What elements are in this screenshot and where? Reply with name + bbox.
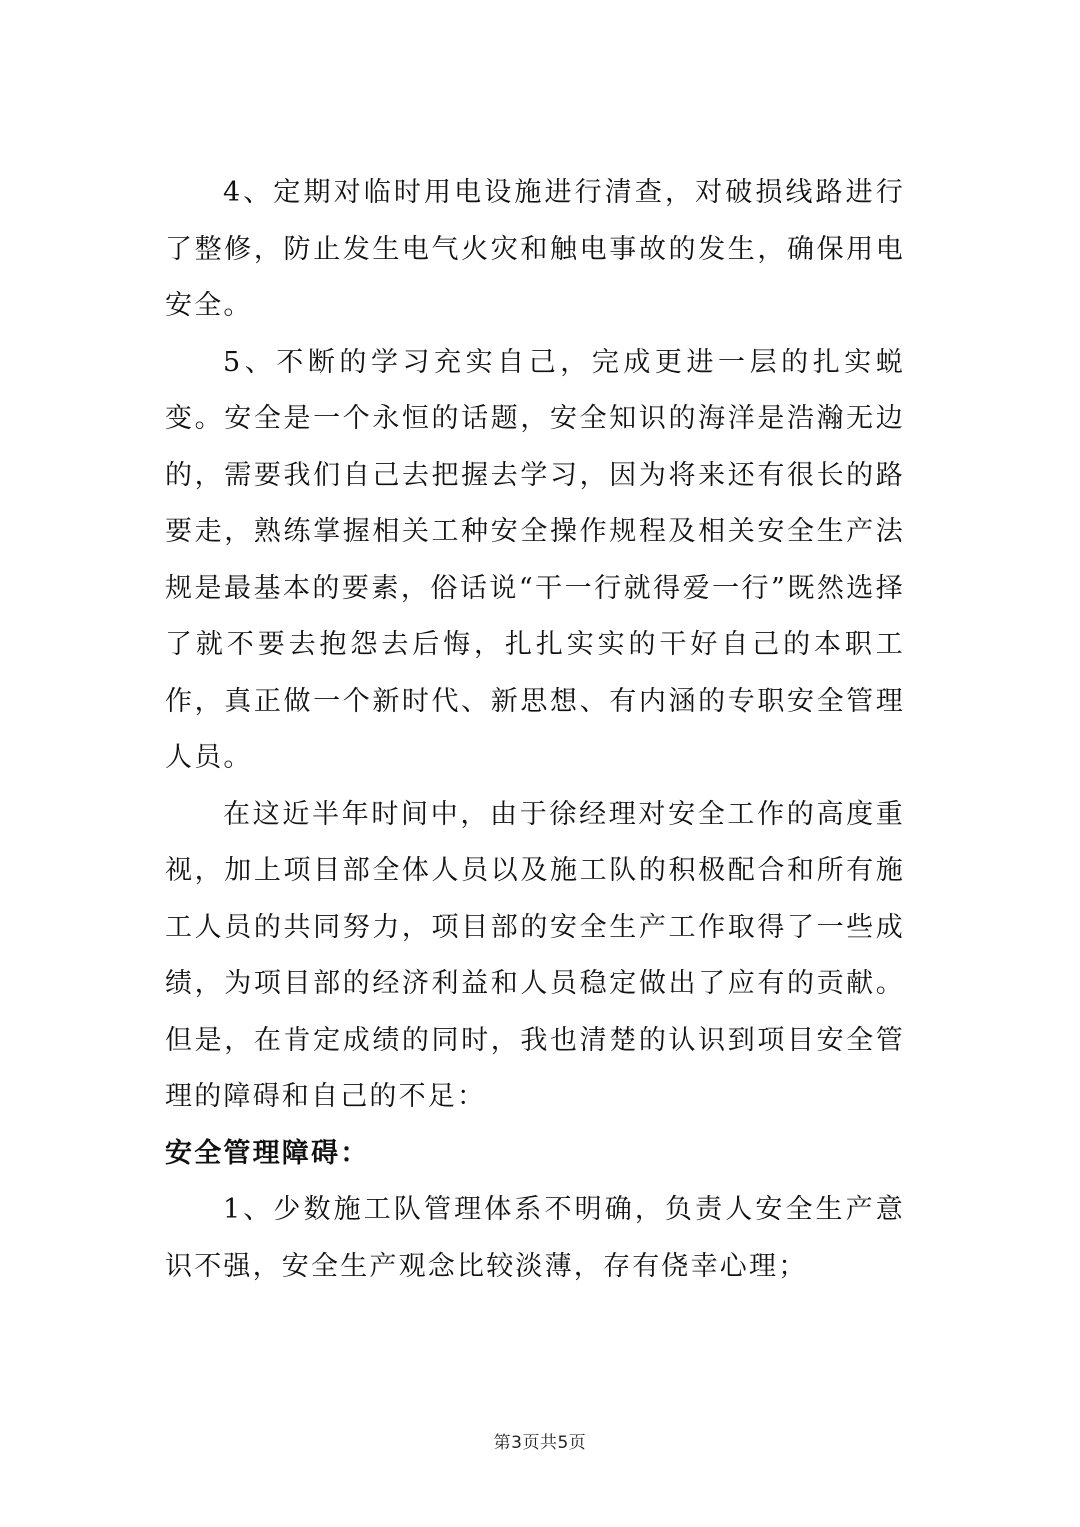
document-body	[165, 165, 905, 1295]
page-number-footer: 第3页共5页	[493, 1433, 587, 1453]
section-heading-obstacles: 安全管理障碍：	[165, 1137, 370, 1169]
paragraph-item-4: 4、定期对临时用电设施进行清查，对破损线路进行了整修，防止发生电气火灾和触电事故的发生，确保用电安全。	[165, 177, 905, 321]
paragraph-obstacle-1: 1、少数施工队管理体系不明确，负责人安全生产意识不强，安全生产观念比较淡薄，存有侥幸心理；	[165, 1194, 905, 1282]
paragraph-summary: 在这近半年时间中，由于徐经理对安全工作的高度重视，加上项目部全体人员以及施工队的积极配合和所有施工人员的共同努力，项目部的安全生产工作取得了一些成绩，为项目部的经济利益和人员稳定做出了应有的贡献。但是，在肯定成绩的同时，我也清楚的认识到项目安全管理的障碍和自己的不足：	[165, 798, 905, 1112]
paragraph-item-5: 5、不断的学习充实自己，完成更进一层的扎实蜕变。安全是一个永恒的话题，安全知识的海洋是浩瀚无边的，需要我们自己去把握去学习，因为将来还有很长的路要走，熟练掌握相关工种安全操作规程及相关安全生产法规是最基本的要素，俗话说“干一行就得爱一行”既然选择了就不要去抱怨去后悔，扎扎实实的干好自己的本职工作，真正做一个新时代、新思想、有内涵的专职安全管理人员。	[165, 346, 905, 773]
